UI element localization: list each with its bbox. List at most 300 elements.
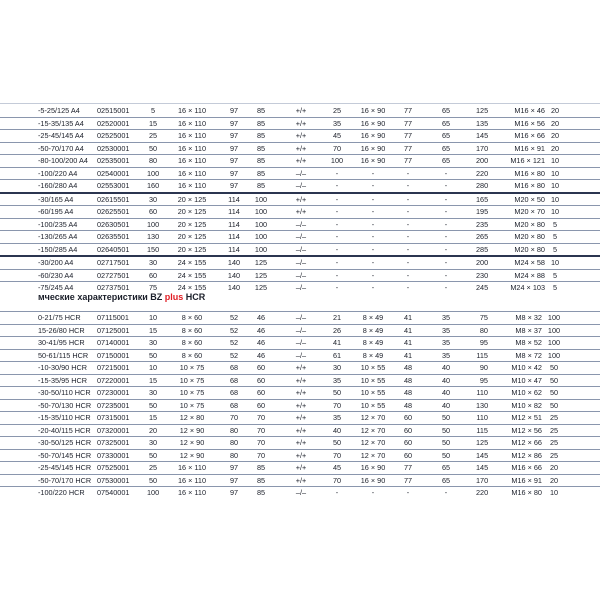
table-row — [0, 386, 600, 399]
table-cell: 170 — [476, 143, 489, 153]
table-cell: M20 × 80 — [514, 219, 545, 229]
table-cell: 70 — [256, 425, 266, 435]
table-cell: 77 — [403, 106, 413, 115]
table-cell: 100 — [254, 194, 268, 204]
table-cell: M16 × 56 — [514, 118, 545, 128]
table-cell: 35 — [332, 375, 342, 385]
table-cell: M16 × 46 — [514, 106, 545, 115]
table-cell: +/+ — [295, 363, 307, 372]
table-row — [0, 461, 600, 474]
table-cell: - — [406, 244, 410, 254]
table-cell: 35 — [441, 325, 451, 335]
table-cell: - — [444, 283, 448, 292]
table-cell: 60 — [256, 375, 266, 385]
table-cell: 85 — [256, 181, 266, 190]
table-cell: 02640501 — [97, 244, 130, 254]
table-cell: -20-40/115 HCR — [38, 425, 91, 435]
table-cell: 02520001 — [97, 118, 130, 128]
table-cell: M12 × 66 — [511, 438, 542, 447]
table-cell: 114 — [228, 232, 240, 241]
table-cell: 60 — [403, 450, 413, 460]
table-cell: 100 — [254, 207, 268, 216]
table-cell: 97 — [229, 143, 239, 153]
table-cell: 60 — [403, 413, 413, 422]
table-cell: 10 — [148, 313, 158, 322]
table-cell: 100 — [547, 338, 561, 347]
table-cell: 40 — [441, 400, 451, 410]
table-cell: 16 × 110 — [177, 143, 207, 153]
table-cell: 100 — [547, 325, 561, 335]
table-cell: +/+ — [295, 143, 307, 153]
table-row — [0, 486, 600, 499]
table-cell: 07325001 — [97, 438, 130, 447]
table-cell: 20 — [549, 463, 559, 472]
table-row — [0, 142, 600, 155]
table-cell: - — [406, 194, 410, 204]
table-cell: 85 — [256, 106, 266, 115]
table-cell: M8 × 37 — [515, 325, 542, 335]
table-cell: 77 — [403, 118, 413, 128]
table-cell: -50-70/145 HCR — [38, 450, 92, 460]
table-cell: 16 × 90 — [360, 463, 386, 472]
table-cell: 65 — [441, 106, 451, 115]
table-cell: 46 — [256, 313, 266, 322]
table-cell: 25 — [549, 413, 559, 422]
table-cell: 16 × 90 — [360, 143, 386, 153]
table-row — [0, 361, 600, 374]
table-cell: 8 × 49 — [362, 338, 384, 347]
table-cell: 40 — [332, 425, 342, 435]
table-cell: 07530001 — [97, 475, 130, 485]
table-cell: 07220001 — [97, 375, 130, 385]
table-cell: 24 × 155 — [177, 258, 207, 267]
table-cell: 50 — [148, 400, 158, 410]
table-cell: -75/245 A4 — [38, 283, 74, 292]
table-cell: 50 — [148, 143, 158, 153]
table-cell: - — [371, 270, 375, 280]
table-cell: 02530001 — [97, 143, 130, 153]
table-cell: - — [444, 168, 448, 178]
table-cell: 02727501 — [97, 270, 130, 280]
table-row — [0, 179, 600, 192]
table-cell: 125 — [254, 283, 268, 292]
table-cell: 85 — [256, 475, 266, 485]
table-cell: 70 — [229, 413, 239, 422]
table-cell: 16 × 90 — [360, 118, 386, 128]
table-cell: 15 — [148, 118, 158, 128]
table-cell: -50-70/170 HCR — [38, 475, 92, 485]
table-cell: 60 — [148, 270, 158, 280]
table-cell: 97 — [229, 463, 239, 472]
table-cell: 70 — [332, 400, 342, 410]
table-cell: 15-26/80 HCR — [38, 325, 85, 335]
table-cell: 10 × 75 — [179, 375, 205, 385]
table-cell: - — [406, 270, 410, 280]
table-cell: 46 — [256, 350, 266, 360]
table-cell: 68 — [229, 363, 239, 372]
table-cell: 20 — [550, 131, 560, 140]
table-cell: 10 × 55 — [360, 388, 386, 397]
table-cell: 95 — [479, 375, 488, 385]
table-cell: 41 — [332, 338, 342, 347]
table-cell: 16 × 110 — [177, 488, 207, 497]
table-cell: 40 — [441, 375, 451, 385]
table-cell: - — [371, 181, 375, 190]
table-cell: - — [406, 232, 410, 241]
table-row — [0, 255, 600, 269]
table-cell: 65 — [441, 475, 451, 485]
table-cell: 97 — [229, 181, 239, 190]
table-cell: 15 — [148, 375, 158, 385]
table-cell: -100/220 A4 — [38, 168, 78, 178]
table-cell: 16 × 110 — [177, 156, 207, 165]
table-cell: - — [406, 283, 410, 292]
table-cell: 125 — [476, 106, 489, 115]
table-cell: M16 × 80 — [514, 168, 545, 178]
table-row — [0, 167, 600, 180]
table-cell: 25 — [332, 106, 342, 115]
table-cell: 50 — [148, 475, 158, 485]
table-cell: -100/220 HCR — [38, 488, 85, 497]
table-cell: –/– — [295, 350, 307, 360]
table-cell: 265 — [476, 232, 489, 241]
table-cell: - — [444, 219, 448, 229]
table-cell: M10 × 47 — [511, 375, 542, 385]
table-cell: 10 — [550, 181, 560, 190]
table-cell: 100 — [254, 219, 268, 229]
table-cell: 30 — [148, 194, 158, 204]
table-cell: 45 — [332, 463, 342, 472]
table-cell: 10 — [148, 363, 158, 372]
table-cell: 24 × 155 — [177, 270, 207, 280]
table-cell: –/– — [295, 258, 307, 267]
table-cell: 20 × 125 — [177, 232, 207, 241]
table-cell: +/+ — [295, 156, 307, 165]
table-cell: 30 — [148, 438, 158, 447]
table-cell: 15 — [148, 413, 158, 422]
table-cell: - — [371, 244, 375, 254]
table-row — [0, 311, 600, 324]
table-cell: 20 × 125 — [177, 194, 207, 204]
table-cell: 140 — [227, 283, 241, 292]
table-cell: 02717501 — [97, 258, 130, 267]
table-cell: - — [371, 219, 375, 229]
table-cell: –/– — [295, 244, 307, 254]
table-cell: 07315001 — [97, 413, 130, 422]
table-cell: 220 — [476, 488, 489, 497]
table-cell: 97 — [229, 131, 239, 140]
table-cell: 75 — [479, 313, 488, 322]
table-cell: -25-45/145 HCR — [38, 463, 92, 472]
table-cell: - — [335, 219, 339, 229]
table-cell: 230 — [476, 270, 489, 280]
table-cell: 30-41/95 HCR — [38, 338, 85, 347]
table-cell: 16 × 110 — [177, 463, 207, 472]
table-cell: 77 — [403, 131, 413, 140]
table-cell: - — [335, 488, 339, 497]
table-cell: 20 × 125 — [177, 219, 207, 229]
table-cell: 16 × 110 — [177, 168, 207, 178]
table-cell: 80 — [229, 425, 239, 435]
table-cell: 52 — [229, 325, 239, 335]
table-cell: 25 — [549, 438, 559, 447]
table-cell: 5 — [150, 106, 156, 115]
table-cell: 5 — [552, 232, 558, 241]
table-cell: 52 — [229, 338, 239, 347]
table-cell: 16 × 90 — [360, 106, 386, 115]
table-cell: M8 × 52 — [515, 338, 542, 347]
table-row — [0, 349, 600, 362]
table-cell: -130/265 A4 — [38, 232, 78, 241]
table-cell: 35 — [332, 413, 342, 422]
table-cell: 30 — [148, 388, 158, 397]
table-cell: 5 — [552, 270, 558, 280]
table-cell: 20 — [550, 118, 560, 128]
table-cell: 200 — [476, 156, 489, 165]
table-cell: - — [371, 232, 375, 241]
table-cell: 16 × 110 — [177, 106, 207, 115]
table-cell: 100 — [147, 168, 160, 178]
table-cell: - — [371, 258, 375, 267]
table-cell: 170 — [476, 475, 489, 485]
table-cell: -15-35/135 A4 — [38, 118, 84, 128]
table-cell: M16 × 121 — [510, 156, 545, 165]
table-cell: +/+ — [295, 413, 307, 422]
heading-suffix: HCR — [183, 292, 206, 302]
table-cell: 77 — [403, 143, 413, 153]
table-cell: +/+ — [295, 106, 307, 115]
table-cell: 16 × 110 — [177, 131, 207, 140]
table-cell: 16 × 90 — [360, 156, 386, 165]
table-row — [0, 205, 600, 218]
table-cell: - — [444, 181, 448, 190]
table-cell: 02737501 — [97, 283, 130, 292]
table-cell: 85 — [256, 131, 266, 140]
table-cell: 114 — [228, 194, 240, 204]
table-cell: 50 — [549, 363, 559, 372]
table-cell: 10 × 55 — [360, 400, 386, 410]
table-cell: 5 — [552, 283, 558, 292]
table-cell: 68 — [229, 388, 239, 397]
table-cell: 02630501 — [97, 219, 130, 229]
table-row — [0, 374, 600, 387]
table-cell: 70 — [332, 143, 342, 153]
table-cell: 46 — [256, 338, 266, 347]
table-cell: 77 — [403, 463, 413, 472]
table-cell: 41 — [403, 338, 413, 347]
table-cell: 48 — [403, 375, 413, 385]
table-cell: +/+ — [295, 400, 307, 410]
table-cell: –/– — [295, 325, 307, 335]
table-cell: M20 × 50 — [514, 194, 545, 204]
table-cell: 150 — [147, 244, 160, 254]
table-cell: 145 — [476, 450, 489, 460]
table-cell: - — [335, 283, 339, 292]
table-cell: 20 — [550, 106, 560, 115]
table-cell: 70 — [332, 475, 342, 485]
table-cell: 60 — [256, 388, 266, 397]
table-cell: 80 — [479, 325, 488, 335]
table-cell: 70 — [256, 450, 266, 460]
table-cell: 50 — [441, 425, 451, 435]
table-cell: 200 — [476, 258, 489, 267]
table-cell: 61 — [332, 350, 342, 360]
table-cell: 24 × 155 — [177, 283, 207, 292]
table-cell: –/– — [295, 283, 307, 292]
table-cell: +/+ — [295, 463, 307, 472]
table-cell: 50 — [332, 388, 342, 397]
table-cell: –/– — [295, 219, 307, 229]
table-cell: 07235001 — [97, 400, 130, 410]
table-cell: 10 × 75 — [179, 363, 205, 372]
table-cell: 145 — [476, 463, 489, 472]
table-cell: M12 × 86 — [511, 450, 542, 460]
table-cell: 100 — [147, 219, 160, 229]
table-cell: 60 — [403, 438, 413, 447]
table-cell: 280 — [476, 181, 489, 190]
table-row — [0, 424, 600, 437]
table-cell: 10 — [550, 194, 560, 204]
table-cell: -30/165 A4 — [38, 194, 74, 204]
table-cell: 45 — [332, 131, 342, 140]
table-cell: M12 × 51 — [511, 413, 542, 422]
table-cell: -100/235 A4 — [38, 219, 78, 229]
table-cell: M8 × 32 — [515, 313, 542, 322]
table-cell: -15-35/110 HCR — [38, 413, 91, 422]
table-cell: 97 — [229, 168, 239, 178]
table-cell: M10 × 82 — [511, 400, 542, 410]
table-cell: +/+ — [295, 207, 307, 216]
table-cell: –/– — [295, 168, 307, 178]
table-cell: 20 — [549, 475, 559, 485]
table-cell: - — [335, 270, 339, 280]
table-cell: 10 × 55 — [360, 375, 386, 385]
table-cell: 16 × 110 — [177, 475, 207, 485]
table-cell: - — [444, 194, 448, 204]
table-cell: 46 — [256, 325, 266, 335]
table-cell: 80 — [229, 450, 239, 460]
table-cell: 52 — [229, 350, 239, 360]
table-cell: 26 — [332, 325, 342, 335]
table-cell: 100 — [547, 350, 561, 360]
table-cell: -15-35/95 HCR — [38, 375, 88, 385]
table-cell: 97 — [229, 118, 239, 128]
table-cell: 41 — [403, 313, 413, 322]
table-cell: 25 — [148, 131, 158, 140]
table-row — [0, 230, 600, 243]
table-cell: M16 × 66 — [514, 131, 545, 140]
table-row — [0, 117, 600, 130]
table-cell: 07320001 — [97, 425, 130, 435]
table-cell: 16 × 110 — [177, 181, 207, 190]
table-cell: - — [444, 232, 448, 241]
table-cell: –/– — [295, 181, 307, 190]
table-cell: M16 × 91 — [514, 143, 545, 153]
table-cell: 02540001 — [97, 168, 130, 178]
table-cell: 02525001 — [97, 131, 130, 140]
table-cell: 02515001 — [97, 106, 130, 115]
table-row — [0, 129, 600, 142]
table-top-rule — [0, 103, 600, 104]
table-cell: 68 — [229, 400, 239, 410]
table-cell: 20 — [148, 425, 158, 435]
table-row — [0, 436, 600, 449]
table-cell: 285 — [476, 244, 489, 254]
table-cell: 12 × 90 — [179, 438, 205, 447]
section-heading — [38, 292, 205, 302]
table-cell: 100 — [330, 156, 344, 165]
table-cell: 80 — [229, 438, 239, 447]
table-cell: M24 × 103 — [510, 283, 545, 292]
table-cell: 50 — [332, 438, 342, 447]
table-cell: 97 — [229, 106, 239, 115]
table-cell: - — [406, 207, 410, 216]
table-cell: 65 — [441, 143, 451, 153]
table-cell: - — [335, 181, 339, 190]
table-cell: 114 — [228, 219, 240, 229]
table-cell: M12 × 56 — [511, 425, 542, 435]
table-cell: 07125001 — [97, 325, 130, 335]
table-cell: 50 — [441, 450, 451, 460]
table-cell: 65 — [441, 118, 451, 128]
table-cell: -50-70/130 HCR — [38, 400, 92, 410]
table-cell: 50 — [549, 388, 559, 397]
table-cell: 10 — [550, 156, 560, 165]
table-cell: –/– — [295, 232, 307, 241]
table-cell: 97 — [229, 475, 239, 485]
table-row — [0, 154, 600, 167]
table-cell: 48 — [403, 400, 413, 410]
table-cell: 77 — [403, 156, 413, 165]
table-cell: 12 × 70 — [360, 450, 386, 460]
table-cell: - — [444, 244, 448, 254]
table-cell: 41 — [403, 325, 413, 335]
table-cell: 52 — [229, 313, 239, 322]
table-cell: 100 — [547, 313, 561, 322]
table-cell: 115 — [476, 425, 488, 435]
table-cell: 8 × 60 — [181, 350, 203, 360]
table-cell: - — [406, 488, 410, 497]
table-cell: 85 — [256, 143, 266, 153]
table-cell: 5 — [552, 219, 558, 229]
table-cell: 100 — [147, 488, 160, 497]
table-cell: 41 — [403, 350, 413, 360]
table-cell: - — [335, 194, 339, 204]
table-row — [0, 399, 600, 412]
table-cell: 70 — [332, 450, 342, 460]
table-cell: 10 — [549, 488, 559, 497]
table-cell: 75 — [148, 283, 158, 292]
table-cell: 25 — [148, 463, 158, 472]
table-cell: 07115001 — [97, 313, 129, 322]
table-cell: -50-70/170 A4 — [38, 143, 84, 153]
table-cell: - — [444, 270, 448, 280]
table-cell: M8 × 72 — [515, 350, 542, 360]
table-cell: M16 × 80 — [514, 181, 545, 190]
table-cell: - — [335, 168, 339, 178]
table-cell: 10 × 75 — [179, 400, 205, 410]
table-row — [0, 243, 600, 256]
table-cell: –/– — [295, 270, 307, 280]
table-row — [0, 474, 600, 487]
table-cell: –/– — [295, 488, 307, 497]
table-cell: M24 × 58 — [514, 258, 545, 267]
table-row — [0, 411, 600, 424]
table-cell: 50-61/115 HCR — [38, 350, 89, 360]
table-cell: - — [371, 194, 375, 204]
table-cell: 235 — [476, 219, 489, 229]
table-cell: 50 — [148, 350, 158, 360]
